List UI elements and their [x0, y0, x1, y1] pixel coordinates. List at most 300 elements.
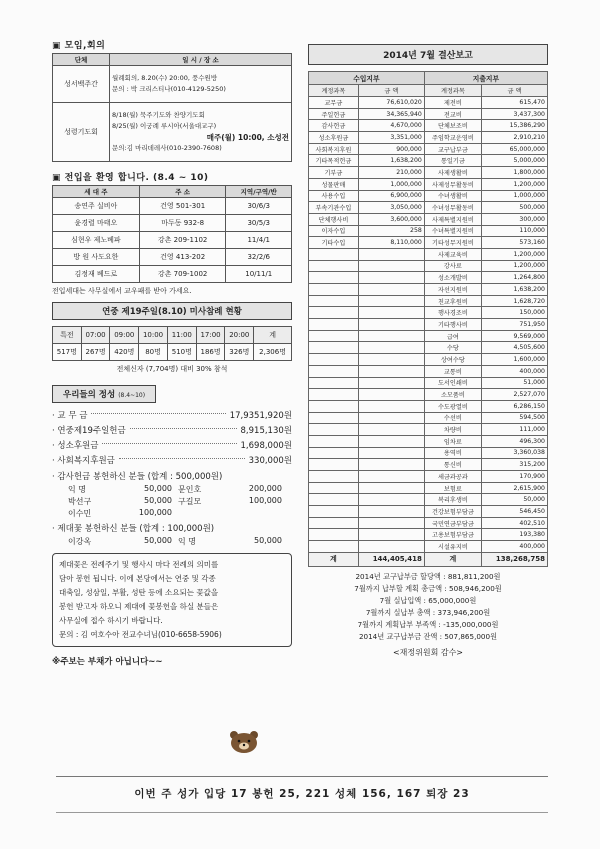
expense-amount: 496,300 — [481, 435, 547, 447]
meetings-header-time: 일 시 / 장 소 — [110, 54, 292, 66]
newcomer-name: 심현우 제노베파 — [53, 232, 140, 249]
expense-amount: 2,910,210 — [481, 132, 547, 144]
offering-amount: 330,000원 — [248, 455, 292, 466]
total-label: 계 — [309, 552, 359, 566]
expense-account: 교통비 — [424, 365, 481, 377]
table-row — [53, 327, 292, 344]
flower-donors — [68, 536, 292, 547]
mass-count: 420명 — [110, 344, 139, 361]
offering-amount: 1,698,000원 — [240, 440, 292, 451]
income-account — [309, 482, 359, 494]
mass-header: 10:00 — [139, 327, 168, 344]
thanks-title: · 감사헌금 봉헌하신 분들 (합계 : 500,000원) — [52, 472, 223, 482]
mass-count: 517명 — [53, 344, 82, 361]
table-row — [309, 237, 548, 249]
expense-account: 수녀특별지원비 — [424, 225, 481, 237]
income-amount — [358, 248, 424, 260]
expense-amount: 4,505,600 — [481, 342, 547, 354]
table-row — [309, 120, 548, 132]
income-account: 성물판매 — [309, 178, 359, 190]
table-row — [309, 365, 548, 377]
newcomer-address: 마두동 932-8 — [139, 215, 226, 232]
expense-amount: 2,527,070 — [481, 389, 547, 401]
table-row — [53, 103, 292, 162]
table-row — [309, 213, 548, 225]
income-account — [309, 284, 359, 296]
donor-amount: 50,000 — [144, 484, 172, 493]
expense-account: 교구납부금 — [424, 143, 481, 155]
income-account — [309, 307, 359, 319]
income-account: 사회복지후원 — [309, 143, 359, 155]
bulletin-note: ※주보는 부채가 아닙니다~~ — [52, 657, 163, 667]
summary-line: 7월까지 납부할 계획 총금액 : 508,946,200원 — [354, 583, 502, 593]
expense-amount: 15,386,290 — [481, 120, 547, 132]
mass-title: 연중 제19주일(8.10) 미사참례 현황 — [52, 302, 292, 320]
income-account — [309, 471, 359, 483]
income-account — [309, 529, 359, 541]
income-account: 기부금 — [309, 167, 359, 179]
income-amount — [358, 424, 424, 436]
table-row — [309, 202, 548, 214]
table-row — [309, 260, 548, 272]
expense-amount: 150,000 — [481, 307, 547, 319]
table-row — [309, 132, 548, 144]
table-row — [309, 447, 548, 459]
table-row — [309, 97, 548, 109]
income-account — [309, 377, 359, 389]
table-row — [309, 108, 548, 120]
income-account — [309, 354, 359, 366]
donor-name: 이수민 — [68, 509, 92, 518]
table-row — [309, 494, 548, 506]
income-amount: 210,000 — [358, 167, 424, 179]
income-amount — [358, 342, 424, 354]
expense-total: 138,268,758 — [481, 552, 547, 566]
donor-amount: 50,000 — [144, 496, 172, 505]
table-row — [309, 435, 548, 447]
newcomers-header: 세 대 주 — [53, 186, 140, 198]
income-amount — [358, 330, 424, 342]
expense-account: 고용보험부담금 — [424, 529, 481, 541]
income-account: 기타목적헌금 — [309, 155, 359, 167]
bear-illustration — [227, 730, 261, 754]
donor-amount: 100,000 — [248, 496, 282, 505]
income-amount: 258 — [358, 225, 424, 237]
income-amount: 3,600,000 — [358, 213, 424, 225]
newcomer-district: 30/5/3 — [226, 215, 292, 232]
reviewer-note: <재정위원회 감수> — [392, 647, 464, 657]
newcomer-address: 강촌 209-1102 — [139, 232, 226, 249]
expense-amount: 1,638,200 — [481, 284, 547, 296]
summary-line: 2014년 교구납부금 할당액 : 881,811,200원 — [355, 571, 501, 581]
income-account — [309, 435, 359, 447]
expense-amount: 1,000,000 — [481, 190, 547, 202]
expense-amount: 1,600,000 — [481, 354, 547, 366]
expense-account: 통신비 — [424, 459, 481, 471]
expense-amount: 315,200 — [481, 459, 547, 471]
expense-account: 통일기금 — [424, 155, 481, 167]
table-row — [309, 471, 548, 483]
income-amount — [358, 435, 424, 447]
meeting-detail — [110, 103, 292, 162]
offering-row — [52, 422, 292, 437]
expense-account: 복리후생비 — [424, 494, 481, 506]
expense-header: 지출지부 — [424, 72, 547, 85]
income-amount — [358, 319, 424, 331]
income-amount — [358, 482, 424, 494]
table-row — [309, 272, 548, 284]
left-column — [52, 38, 292, 667]
table-row — [309, 248, 548, 260]
column-header: 금 액 — [358, 85, 424, 97]
mass-header: 11:00 — [167, 327, 196, 344]
donor-amount: 200,000 — [248, 484, 282, 493]
expense-amount: 402,510 — [481, 517, 547, 529]
expense-account: 급여 — [424, 330, 481, 342]
table-row — [309, 354, 548, 366]
income-amount — [358, 307, 424, 319]
table-row — [309, 506, 548, 518]
expense-account: 사제특별지원비 — [424, 213, 481, 225]
meeting-detail — [110, 66, 292, 103]
donor-name — [178, 508, 226, 519]
income-account — [309, 248, 359, 260]
finance-summary — [308, 571, 548, 659]
income-account — [309, 412, 359, 424]
income-amount — [358, 260, 424, 272]
income-amount — [358, 517, 424, 529]
table-row — [309, 295, 548, 307]
donor-amount: 50,000 — [254, 536, 282, 545]
mass-count: 326명 — [225, 344, 254, 361]
info-line: 제대꽃은 전례주기 및 행사시 마다 전례의 의미를 — [59, 560, 219, 569]
newcomer-district: 11/4/1 — [226, 232, 292, 249]
footer-divider — [56, 776, 548, 777]
expense-account: 수선비 — [424, 412, 481, 424]
expense-amount: 594,500 — [481, 412, 547, 424]
finance-table — [308, 71, 548, 567]
income-account — [309, 389, 359, 401]
expense-account: 수당 — [424, 342, 481, 354]
expense-account: 차량비 — [424, 424, 481, 436]
offerings-period: (8.4~10) — [118, 392, 146, 399]
newcomer-address: 건영 413-202 — [139, 249, 226, 266]
income-amount — [358, 295, 424, 307]
expense-amount: 2,615,900 — [481, 482, 547, 494]
expense-amount: 50,000 — [481, 494, 547, 506]
flower-title: · 제대꽃 봉헌하신 분들 (합계 : 100,000원) — [52, 524, 215, 534]
table-row — [309, 72, 548, 85]
income-amount: 900,000 — [358, 143, 424, 155]
footer-divider — [56, 812, 548, 813]
newcomers-table — [52, 185, 292, 283]
expense-account: 사제생활비 — [424, 167, 481, 179]
info-line: 대축일, 성삼일, 부활, 성탄 등에 소요되는 꽃값을 — [59, 588, 219, 597]
expense-account: 국민연금부담금 — [424, 517, 481, 529]
income-account — [309, 330, 359, 342]
table-row — [309, 412, 548, 424]
summary-line: 7월까지 실납부 총액 : 373,946,200원 — [365, 607, 491, 617]
income-account — [309, 260, 359, 272]
table-row — [53, 215, 292, 232]
donor-name: 박선구 — [68, 497, 92, 506]
expense-account: 도서인쇄비 — [424, 377, 481, 389]
donor-name: 익 명 — [68, 485, 86, 494]
meeting-line: 매주(월) 10:00, 소성전 — [206, 133, 289, 142]
column-header: 계정과목 — [424, 85, 481, 97]
income-account — [309, 541, 359, 553]
offerings-title — [52, 385, 156, 403]
table-row — [53, 266, 292, 283]
newcomer-district: 30/6/3 — [226, 198, 292, 215]
expense-account: 상여수당 — [424, 354, 481, 366]
table-row — [309, 400, 548, 412]
income-amount: 1,000,000 — [358, 178, 424, 190]
newcomers-title: ▣ 전입을 환영 합니다. (8.4 ~ 10) — [52, 173, 209, 183]
income-amount: 6,900,000 — [358, 190, 424, 202]
offering-amount: 17,9351,920원 — [229, 410, 292, 421]
expense-account: 사제성무활동비 — [424, 178, 481, 190]
table-row — [309, 389, 548, 401]
income-account: 사용수입 — [309, 190, 359, 202]
summary-line: 7월 실납입액 : 65,000,000원 — [379, 595, 477, 605]
mass-ratio: 전체신자 (7,704명) 대비 30% 참석 — [116, 365, 228, 373]
expense-amount: 110,000 — [481, 225, 547, 237]
expense-amount: 1,200,000 — [481, 248, 547, 260]
income-account — [309, 447, 359, 459]
expense-account: 행사경조비 — [424, 307, 481, 319]
expense-account: 주임학교운영비 — [424, 132, 481, 144]
table-row — [309, 330, 548, 342]
income-amount — [358, 377, 424, 389]
donor-name: 이강옥 — [68, 537, 92, 546]
income-account: 교무금 — [309, 97, 359, 109]
leader-dots — [102, 443, 236, 444]
mass-count: 186명 — [196, 344, 225, 361]
offerings-title-text: 우리들의 정성 — [63, 390, 116, 400]
expense-amount: 193,380 — [481, 529, 547, 541]
expense-amount: 6,286,150 — [481, 400, 547, 412]
expense-amount: 9,569,000 — [481, 330, 547, 342]
table-row — [309, 459, 548, 471]
table-row — [309, 552, 548, 566]
income-amount: 1,638,200 — [358, 155, 424, 167]
income-amount — [358, 529, 424, 541]
meetings-header-org: 단체 — [53, 54, 110, 66]
meetings-title: ▣ 모임,회의 — [52, 41, 106, 51]
expense-amount: 3,437,300 — [481, 108, 547, 120]
table-row — [309, 529, 548, 541]
table-row — [53, 198, 292, 215]
right-column — [308, 44, 548, 659]
donor-name: 문인호 — [178, 485, 202, 494]
income-account — [309, 342, 359, 354]
offering-label: · 교 무 금 — [52, 410, 88, 421]
expense-account: 자선지원비 — [424, 284, 481, 296]
table-row — [309, 143, 548, 155]
column-header: 금 액 — [481, 85, 547, 97]
newcomers-header: 지역/구역/반 — [226, 186, 292, 198]
info-line: 문의 : 김 여호수아 전교수녀님(010-6658-5906) — [59, 630, 222, 639]
offering-amount: 8,915,130원 — [240, 425, 292, 436]
hymn-footer: 이번 주 성가 입당 17 봉헌 25, 221 성체 156, 167 퇴장 23 — [134, 788, 470, 800]
table-row — [53, 249, 292, 266]
newcomer-address: 건영 501-301 — [139, 198, 226, 215]
table-row — [53, 66, 292, 103]
income-amount — [358, 471, 424, 483]
expense-account: 용역비 — [424, 447, 481, 459]
offering-row — [52, 407, 292, 422]
table-row — [309, 424, 548, 436]
mass-count: 267명 — [81, 344, 110, 361]
expense-account: 건강보험부담금 — [424, 506, 481, 518]
income-account: 부속기관수입 — [309, 202, 359, 214]
mass-count: 510명 — [167, 344, 196, 361]
expense-amount: 573,160 — [481, 237, 547, 249]
newcomer-name: 김정재 베드로 — [53, 266, 140, 283]
income-account: 감사헌금 — [309, 120, 359, 132]
meetings-table — [52, 53, 292, 162]
income-account — [309, 506, 359, 518]
meeting-line: 8/25(월) 이궁례 루시아(서울대교구) — [112, 122, 217, 130]
income-account — [309, 459, 359, 471]
income-amount — [358, 272, 424, 284]
table-row — [309, 517, 548, 529]
info-line: 담아 봉헌 됩니다. 이에 본당에서는 연중 및 각종 — [59, 574, 216, 583]
income-account — [309, 365, 359, 377]
income-account — [309, 400, 359, 412]
offering-label: · 사회복지후원금 — [52, 455, 115, 466]
donor-name: 익 명 — [178, 537, 196, 546]
income-amount — [358, 541, 424, 553]
offering-row — [52, 437, 292, 452]
newcomer-district: 10/11/1 — [226, 266, 292, 283]
expense-amount: 1,200,000 — [481, 178, 547, 190]
income-amount: 8,110,000 — [358, 237, 424, 249]
expense-amount: 5,000,000 — [481, 155, 547, 167]
income-amount — [358, 506, 424, 518]
table-row — [53, 344, 292, 361]
expense-amount: 615,470 — [481, 97, 547, 109]
mass-header: 계 — [254, 327, 292, 344]
expense-account: 세금과공과 — [424, 471, 481, 483]
income-amount — [358, 447, 424, 459]
table-row — [309, 307, 548, 319]
expense-account: 시설유지비 — [424, 541, 481, 553]
table-row — [309, 342, 548, 354]
expense-amount: 751,950 — [481, 319, 547, 331]
income-amount: 3,050,000 — [358, 202, 424, 214]
offering-label: · 연중제19주일헌금 — [52, 425, 126, 436]
income-account — [309, 424, 359, 436]
income-total: 144,405,418 — [358, 552, 424, 566]
expense-account: 보험료 — [424, 482, 481, 494]
income-account — [309, 272, 359, 284]
income-amount — [358, 354, 424, 366]
expense-amount: 65,000,000 — [481, 143, 547, 155]
mass-header: 특전 — [53, 327, 82, 344]
income-account — [309, 319, 359, 331]
expense-account: 사제교육비 — [424, 248, 481, 260]
leader-dots — [119, 458, 245, 459]
income-amount — [358, 400, 424, 412]
income-account: 성소후원금 — [309, 132, 359, 144]
expense-amount: 1,800,000 — [481, 167, 547, 179]
expense-account: 강사료 — [424, 260, 481, 272]
mass-header: 09:00 — [110, 327, 139, 344]
newcomer-name: 윤경렬 마태오 — [53, 215, 140, 232]
expense-amount: 400,000 — [481, 365, 547, 377]
income-amount — [358, 365, 424, 377]
donor-name: 구길모 — [178, 497, 202, 506]
income-account: 주일헌금 — [309, 108, 359, 120]
income-account: 단체행사비 — [309, 213, 359, 225]
newcomer-name: 송연주 실비아 — [53, 198, 140, 215]
income-account — [309, 494, 359, 506]
expense-account: 수녀생활비 — [424, 190, 481, 202]
expense-account: 수녀성무활동비 — [424, 202, 481, 214]
expense-account: 소모품비 — [424, 389, 481, 401]
table-row — [309, 155, 548, 167]
donor-amount: 100,000 — [138, 508, 172, 517]
mass-count: 2,306명 — [254, 344, 292, 361]
income-amount: 34,365,940 — [358, 108, 424, 120]
income-amount — [358, 389, 424, 401]
table-row — [309, 225, 548, 237]
summary-line: 2014년 교구납부금 잔액 : 507,865,000원 — [358, 631, 498, 641]
expense-amount: 1,200,000 — [481, 260, 547, 272]
flower-info-box — [52, 553, 292, 647]
income-amount — [358, 494, 424, 506]
expense-amount: 3,360,038 — [481, 447, 547, 459]
income-account — [309, 295, 359, 307]
income-amount — [358, 412, 424, 424]
info-line: 사무실에 접수 하시기 바랍니다. — [59, 616, 163, 625]
offering-label: · 성소후원금 — [52, 440, 99, 451]
newcomer-address: 강촌 709-1002 — [139, 266, 226, 283]
finance-body — [309, 97, 548, 553]
expense-account: 전교비 — [424, 108, 481, 120]
expense-amount: 300,000 — [481, 213, 547, 225]
expense-amount: 546,450 — [481, 506, 547, 518]
income-account: 기타수입 — [309, 237, 359, 249]
income-header: 수입지부 — [309, 72, 425, 85]
expense-account: 기타행사비 — [424, 319, 481, 331]
thanks-donors — [68, 484, 292, 519]
mass-header: 17:00 — [196, 327, 225, 344]
expense-account: 기타성무지원비 — [424, 237, 481, 249]
table-row — [309, 178, 548, 190]
expense-amount: 1,264,800 — [481, 272, 547, 284]
info-line: 봉헌 받고자 하오니 제대에 꽃봉헌을 하실 분들은 — [59, 602, 219, 611]
expense-amount: 51,000 — [481, 377, 547, 389]
table-row — [309, 319, 548, 331]
income-amount — [358, 459, 424, 471]
finance-title: 2014년 7월 결산보고 — [308, 44, 548, 65]
column-header: 계정과목 — [309, 85, 359, 97]
table-row — [309, 190, 548, 202]
table-row — [309, 482, 548, 494]
table-row — [309, 377, 548, 389]
income-account: 이자수입 — [309, 225, 359, 237]
table-row — [309, 541, 548, 553]
expense-account: 수도광열비 — [424, 400, 481, 412]
expense-account: 임차료 — [424, 435, 481, 447]
newcomers-header: 주 소 — [139, 186, 226, 198]
donor-amount: 50,000 — [144, 536, 172, 545]
expense-amount: 170,900 — [481, 471, 547, 483]
meeting-line: 월례회의, 8.20(수) 20:00, 풍수원방 — [112, 74, 218, 82]
